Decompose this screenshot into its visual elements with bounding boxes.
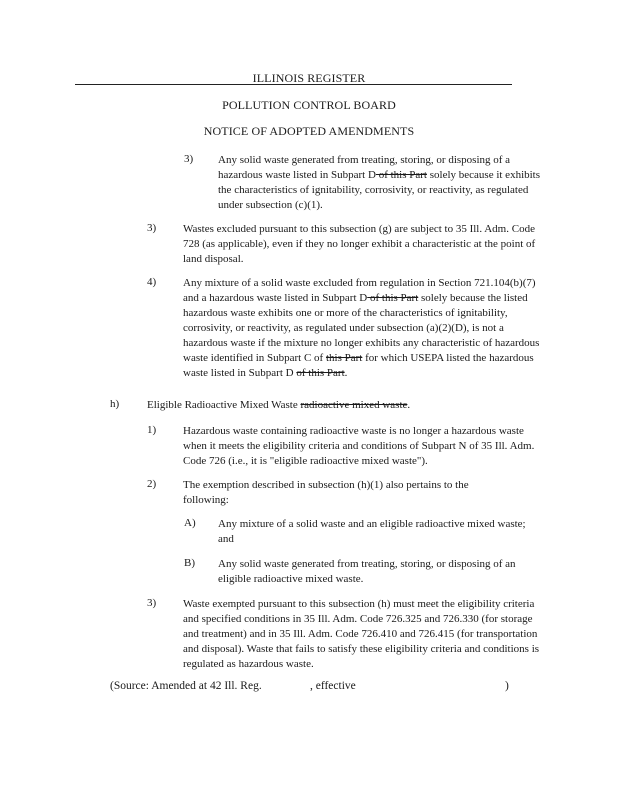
source-part-1: (Source: Amended at 42 Ill. Reg. xyxy=(110,680,262,692)
item-g4-text-b: solely because the listed hazardous waste exhibits one or more of the characteristics of ignitability, corrosivity, or reactivity, as regulated under subsection (a)(2)(D), is not a hazardous waste if the mixture no longer exhibits any characteristic of hazardous waste identified in Subpart C of xyxy=(183,292,540,364)
item-g3a-text-b: solely because it exhibits the characteristics of ignitability, corrosivity, or reactivity, as regulated under subsection (c)(1). xyxy=(218,169,541,211)
item-h3-label: 3) xyxy=(147,597,157,609)
source-part-2: , effective xyxy=(310,680,356,692)
item-h1-label: 1) xyxy=(147,424,157,436)
item-g4-text-c: for which USEPA listed the hazardous waste listed in Subpart D xyxy=(183,352,534,379)
item-g4-strike-2: this Part xyxy=(325,352,363,364)
item-g4-text xyxy=(183,276,545,381)
item-g4-strike-1: of this Part xyxy=(367,292,419,304)
item-h2-label: 2) xyxy=(147,478,157,490)
item-h-text xyxy=(147,398,547,413)
item-h2b-label: B) xyxy=(184,557,195,569)
item-h2-text: The exemption described in subsection (h)(1) also pertains to the following: xyxy=(183,479,469,506)
item-h1-text: Hazardous waste containing radioactive waste is no longer a hazardous waste when it meets the eligibility criteria and conditions of Subpart N of 35 Ill. Adm. Code 726 (i.e., it is "eligible radioactive mixed waste"). xyxy=(183,425,535,467)
board-title: POLLUTION CONTROL BOARD xyxy=(222,98,396,112)
item-h2a-text: Any mixture of a solid waste and an eligible radioactive mixed waste; and xyxy=(218,518,526,545)
register-title: ILLINOIS REGISTER xyxy=(252,71,366,85)
item-g3a-label: 3) xyxy=(184,153,194,165)
item-g4-strike-3: of this Part xyxy=(296,367,345,379)
item-g4-text-d: . xyxy=(344,367,348,379)
item-h-strike: radioactive mixed waste xyxy=(300,399,408,411)
item-g4-label: 4) xyxy=(147,276,157,288)
item-g3-label: 3) xyxy=(147,222,157,234)
item-g3a-ins: D xyxy=(368,169,376,181)
item-g3a-strike: of this Part xyxy=(375,169,427,181)
item-g3a-text xyxy=(218,153,548,213)
item-g3-text: Wastes excluded pursuant to this subsection (g) are subject to 35 Ill. Adm. Code 728 (as applicable), even if they no longer exhibit a characteristic at the point of land disposal. xyxy=(183,223,536,265)
item-h-label: h) xyxy=(110,398,120,410)
item-h3-text: Waste exempted pursuant to this subsection (h) must meet the eligibility criteria and specified conditions in 35 Ill. Adm. Code 726.325 and 726.330 (for storage and treatment) and in 35 Ill. Adm. Code 726.410 and 726.415 (for transportation and disposal). Waste that fails to satisfy these eligibility criteria and conditions is regulated as hazardous waste. xyxy=(183,598,540,670)
item-g4-ins: D xyxy=(359,292,368,304)
item-g3a-text-a: Any solid waste generated from treating, storing, or disposing of a hazardous waste listed in Subpart xyxy=(218,154,511,181)
item-h-text-a: Eligible Radioactive Mixed Waste xyxy=(147,399,301,411)
notice-title: NOTICE OF ADOPTED AMENDMENTS xyxy=(203,124,415,138)
item-g4-text-a: Any mixture of a solid waste excluded from regulation in Section 721.104(b)(7) and a hazardous waste listed in Subpart xyxy=(183,277,536,304)
source-part-3: ) xyxy=(505,680,509,692)
item-h-text-b: . xyxy=(407,399,411,411)
item-h2a-label: A) xyxy=(184,517,196,529)
item-h2b-text: Any solid waste generated from treating, storing, or disposing of an eligible radioactive mixed waste. xyxy=(218,558,516,585)
